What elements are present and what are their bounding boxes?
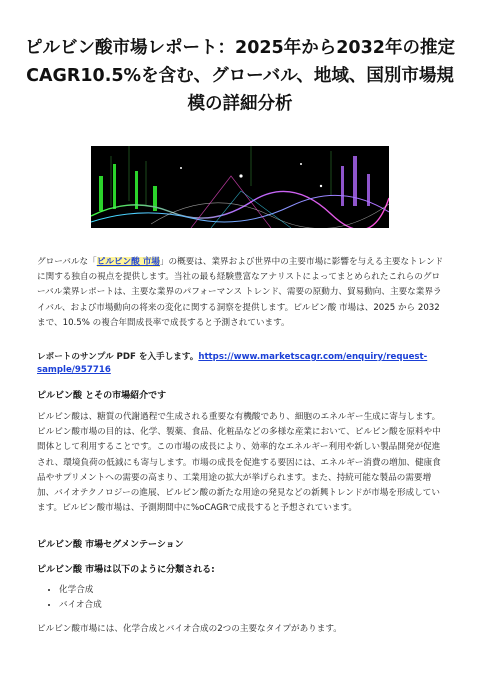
section2-heading: ピルビン酸 市場セグメンテーション — [37, 540, 184, 550]
wave-graphic-icon — [91, 146, 389, 228]
sample-label: レポートのサンプル PDF を入手します。 — [37, 352, 199, 362]
section2-subheading: ピルビン酸 市場は以下のように分類される: — [37, 565, 215, 575]
sample-request — [37, 351, 447, 377]
list-item: • バイオ合成 — [59, 598, 102, 613]
section1-paragraph: ピルビン酸は、糖質の代謝過程で生成される重要な有機酸であり、細胞のエネルギー生成に寄与します。ピルビン酸市場の目的は、化学、製薬、食品、化粧品などの多様な産業において、ピルビン酸を原料や中間体として利用することです。この市場の成長により、効率的なエネルギー利用や新しい製品開発が促進され、環境負荷の低減にも寄与します。市場の成長を促進する要因には、エネルギー消費の増加、健康食品やサプリメントへの需要の高まり、工業用途の拡大が挙げられます。また、持続可能な製品の需要増加、バイオテクノロジーの進展、ピルビン酸の新たな用途の発見などの新興トレンドが市場を形成しています。ピルビン酸市場は、予測期間中に%oCAGRで成長すると予想されています。 — [37, 412, 441, 514]
intro-paragraph — [37, 255, 447, 331]
section2-closing: ピルビン酸市場には、化学合成とバイオ合成の2つの主要なタイプがあります。 — [37, 624, 342, 634]
intro-pre: グローバルな「 — [37, 257, 97, 267]
list-item: • 化学合成 — [59, 583, 102, 598]
section1-heading: ピルビン酸 とその市場紹介です — [37, 391, 167, 401]
segmentation-list — [37, 583, 102, 613]
page-title: ピルビン酸市場レポート：2025年から2032年の推定CAGR10.5%を含む、グローバル、地域、国別市場規模の詳細分析 — [25, 38, 455, 114]
intro-post: 」の概要は、業界および世界中の主要市場に影響を与える主要なトレンドに関する独自の視点を提供します。当社の最も経験豊富なアナリストによってまとめられたこれらのグローバル業界レポートは、主要な業界のパフォーマンス トレンド、需要の原動力、貿易動向、主要な業界ライバル、および市場動向の将来の変化に関する洞察を提供します。ピルビン酸 市場は、2025 から 2032 まで、10.5% の複合年間成長率で成長すると予測されています。 — [37, 257, 444, 328]
data-visualization-image — [91, 146, 389, 228]
sample-request-link[interactable]: https://www.marketscagr.com/enquiry/request-sample/957716 — [37, 352, 428, 375]
keyword-link[interactable]: ピルビン酸 市場 — [96, 257, 160, 267]
